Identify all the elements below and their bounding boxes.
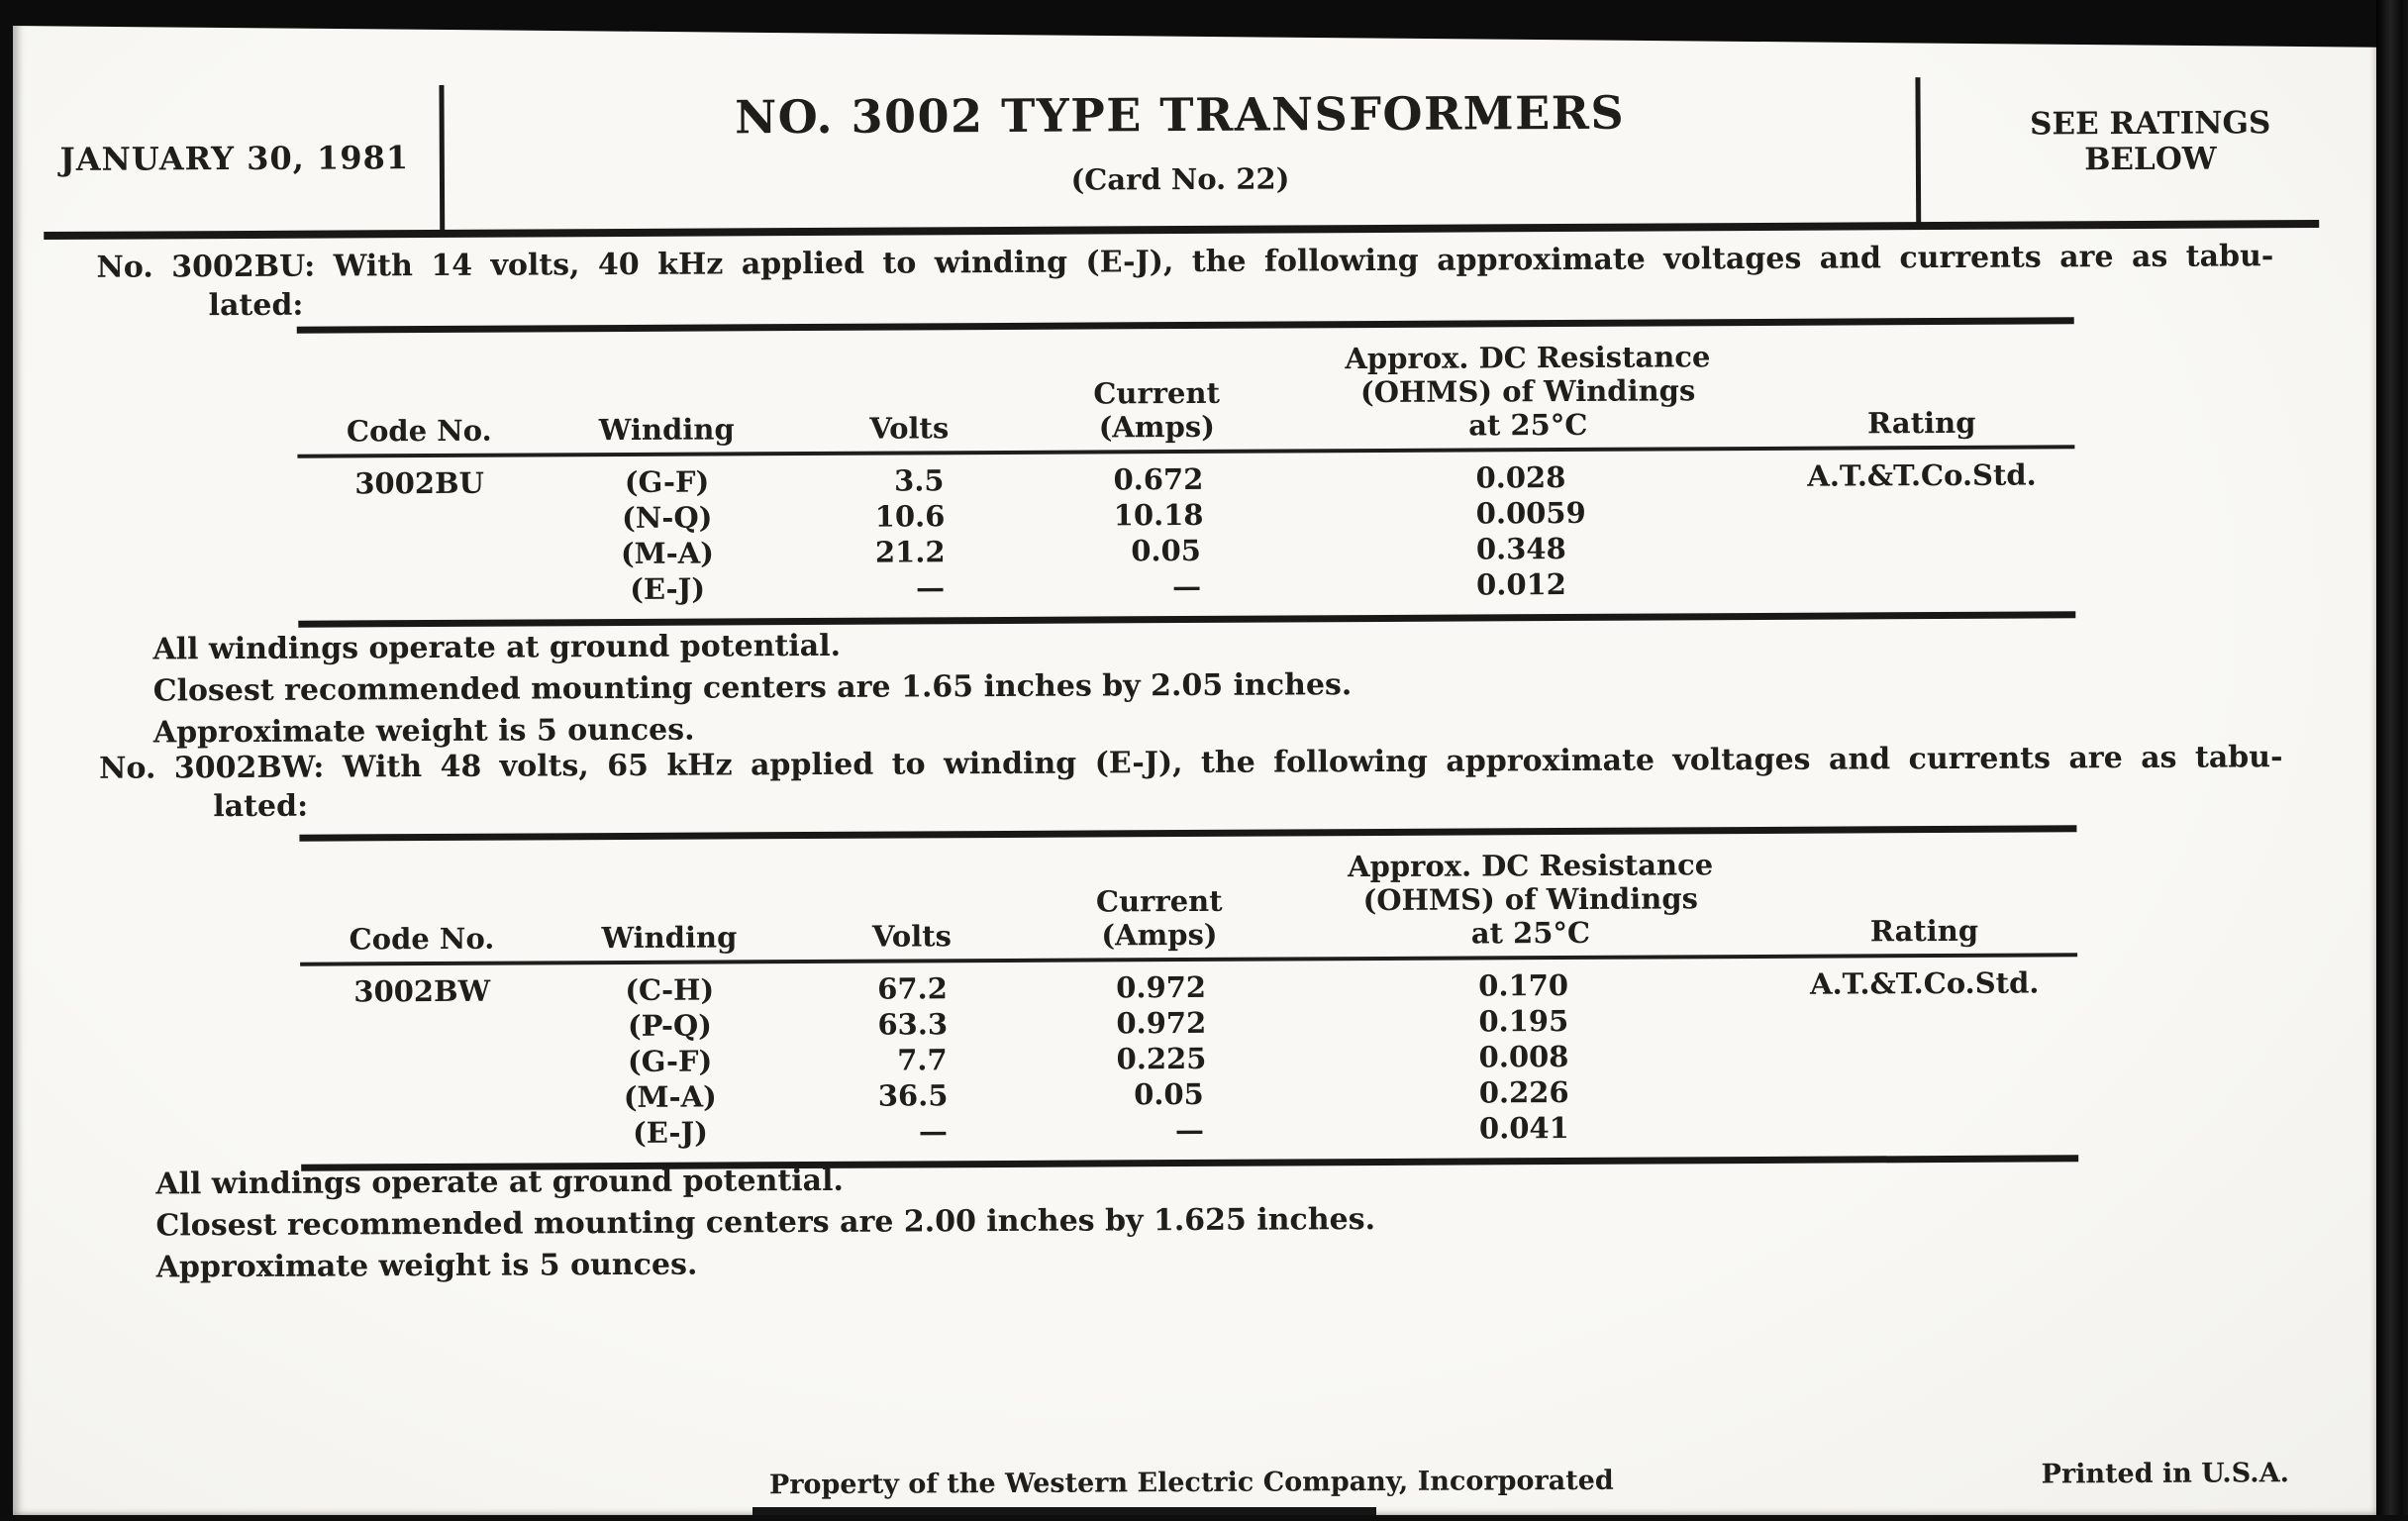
cell-volts: 21.2: [874, 535, 946, 569]
cell-resistance: 0.195: [1478, 1003, 1569, 1039]
section-3002bw-intro-line2: lated:: [213, 788, 309, 825]
cell-current: 0.225: [1116, 1041, 1207, 1076]
column-header-rating: Rating: [1869, 913, 1979, 949]
cell-resistance: 0.008: [1478, 1039, 1569, 1074]
ratings-note-line2: BELOW: [2084, 141, 2217, 178]
table-body: [300, 957, 2078, 1164]
note-ground-potential: All windings operate at ground potential.: [155, 1163, 844, 1202]
cell-code: 3002BW: [353, 973, 491, 1009]
column-header-volts: Volts: [869, 411, 950, 446]
cell-rating: A.T.&T.Co.Std.: [1809, 965, 2040, 1001]
cell-current: 0.972: [1116, 1005, 1207, 1041]
cell-code: 3002BU: [354, 465, 484, 501]
cell-code: [301, 1115, 545, 1152]
cell-rating: [1769, 492, 2075, 530]
cell-winding: (M-A): [623, 1079, 717, 1114]
cell-winding: (G-F): [624, 464, 710, 499]
cell-volts: 36.5: [877, 1078, 949, 1113]
table-body: [297, 449, 2075, 620]
section-3002bu-intro-line1: No. 3002BU: With 14 volts, 40 kHz applied to winding (E-J), the following approximate voltages and currents are as tabu-: [96, 239, 2274, 285]
ratings-note: [1938, 105, 2363, 178]
table-header-row: [297, 324, 2075, 454]
cell-code: [301, 1079, 545, 1116]
table-3002bw: [299, 825, 2078, 1170]
cell-code: [301, 1044, 545, 1080]
column-header-rating: Rating: [1867, 405, 1976, 441]
note-mounting-centers: Closest recommended mounting centers are 1.65 inches by 2.05 inches.: [152, 667, 1353, 709]
table-3002bu: [297, 317, 2076, 627]
column-header-current: Current (Amps): [1095, 883, 1223, 953]
column-header-winding: Winding: [601, 920, 738, 956]
section-3002bu-intro-line2: lated:: [208, 287, 304, 324]
scan-edge-left: [0, 0, 13, 1515]
cell-current: 0.05: [1134, 1076, 1204, 1112]
cell-resistance: 0.041: [1478, 1110, 1569, 1146]
cell-current: 0.972: [1116, 969, 1207, 1005]
cell-resistance: 0.170: [1478, 967, 1569, 1003]
cell-winding: (M-A): [620, 536, 715, 570]
footer-property-notice: Property of the Western Electric Company, Incorporated: [768, 1465, 1614, 1501]
header-rule: [44, 220, 2319, 240]
note-mounting-centers: Closest recommended mounting centers are 2.00 inches by 1.625 inches.: [155, 1202, 1376, 1244]
header-divider-left: [439, 85, 445, 232]
cell-rating: [1769, 528, 2075, 565]
ratings-note-line1: SEE RATINGS: [2029, 105, 2271, 143]
cell-winding: (E-J): [630, 571, 706, 606]
cell-volts: 10.6: [874, 499, 946, 534]
cell-code: [300, 1008, 544, 1045]
cell-rating: [1771, 1000, 2077, 1038]
cell-winding: (P-Q): [627, 1008, 713, 1043]
cell-rating: A.T.&T.Co.Std.: [1807, 457, 2037, 493]
scan-edge-right: [2376, 0, 2408, 1515]
cell-resistance: 0.226: [1478, 1074, 1569, 1110]
cell-winding: (C-H): [625, 972, 715, 1007]
cell-volts: —: [918, 1114, 949, 1149]
cell-rating: [1772, 1036, 2078, 1073]
column-header-code: Code No.: [349, 921, 495, 957]
column-header-resistance: Approx. DC Resistance (OHMS) of Windings at 25°C: [1345, 340, 1711, 443]
cell-volts: 3.5: [894, 463, 945, 498]
cell-current: 10.18: [1113, 497, 1204, 533]
cell-winding: (E-J): [632, 1115, 709, 1150]
header-divider-right: [1915, 77, 1921, 224]
cell-volts: 7.7: [897, 1043, 948, 1077]
cell-winding: (G-F): [627, 1044, 713, 1078]
cell-rating: [1769, 563, 2075, 601]
cell-current: 0.05: [1131, 533, 1202, 568]
page-title: NO. 3002 TYPE TRANSFORMERS: [734, 85, 1626, 145]
cell-rating: [1772, 1071, 2078, 1109]
cell-volts: —: [916, 570, 946, 605]
cell-resistance: 0.0059: [1475, 495, 1586, 531]
cell-current: 0.672: [1113, 461, 1204, 497]
cell-resistance: 0.012: [1476, 566, 1567, 602]
section-3002bw-intro-line1: No. 3002BW: With 48 volts, 65 kHz applied to winding (E-J), the following approximate voltages and currents are as tabu-: [98, 740, 2283, 786]
cell-current: —: [1174, 1112, 1205, 1148]
cell-winding: (N-Q): [622, 500, 713, 535]
cell-volts: 67.2: [877, 971, 948, 1006]
note-weight: Approximate weight is 5 ounces.: [155, 1247, 698, 1285]
column-header-volts: Volts: [871, 919, 953, 954]
cell-code: [298, 536, 542, 572]
cell-code: [298, 571, 542, 608]
column-header-code: Code No.: [346, 413, 492, 449]
note-weight: Approximate weight is 5 ounces.: [152, 712, 695, 751]
cell-resistance: 0.348: [1475, 531, 1566, 566]
column-header-resistance: Approx. DC Resistance (OHMS) of Windings at 25°C: [1347, 848, 1714, 951]
cell-resistance: 0.028: [1475, 459, 1566, 495]
scan-artifact-bottom: [752, 1507, 1376, 1515]
note-ground-potential: All windings operate at ground potential.: [152, 628, 842, 667]
table-header-row: [299, 832, 2077, 962]
cell-volts: 63.3: [877, 1007, 949, 1042]
column-header-winding: Winding: [598, 412, 735, 448]
cell-rating: [1772, 1107, 2078, 1145]
card-number: (Card No. 22): [1070, 161, 1290, 197]
footer-printed-in-usa: Printed in U.S.A.: [2041, 1458, 2290, 1490]
cell-current: —: [1172, 568, 1202, 604]
column-header-current: Current (Amps): [1093, 375, 1221, 445]
header-date: JANUARY 30, 1981: [59, 139, 410, 178]
cell-code: [298, 500, 542, 537]
